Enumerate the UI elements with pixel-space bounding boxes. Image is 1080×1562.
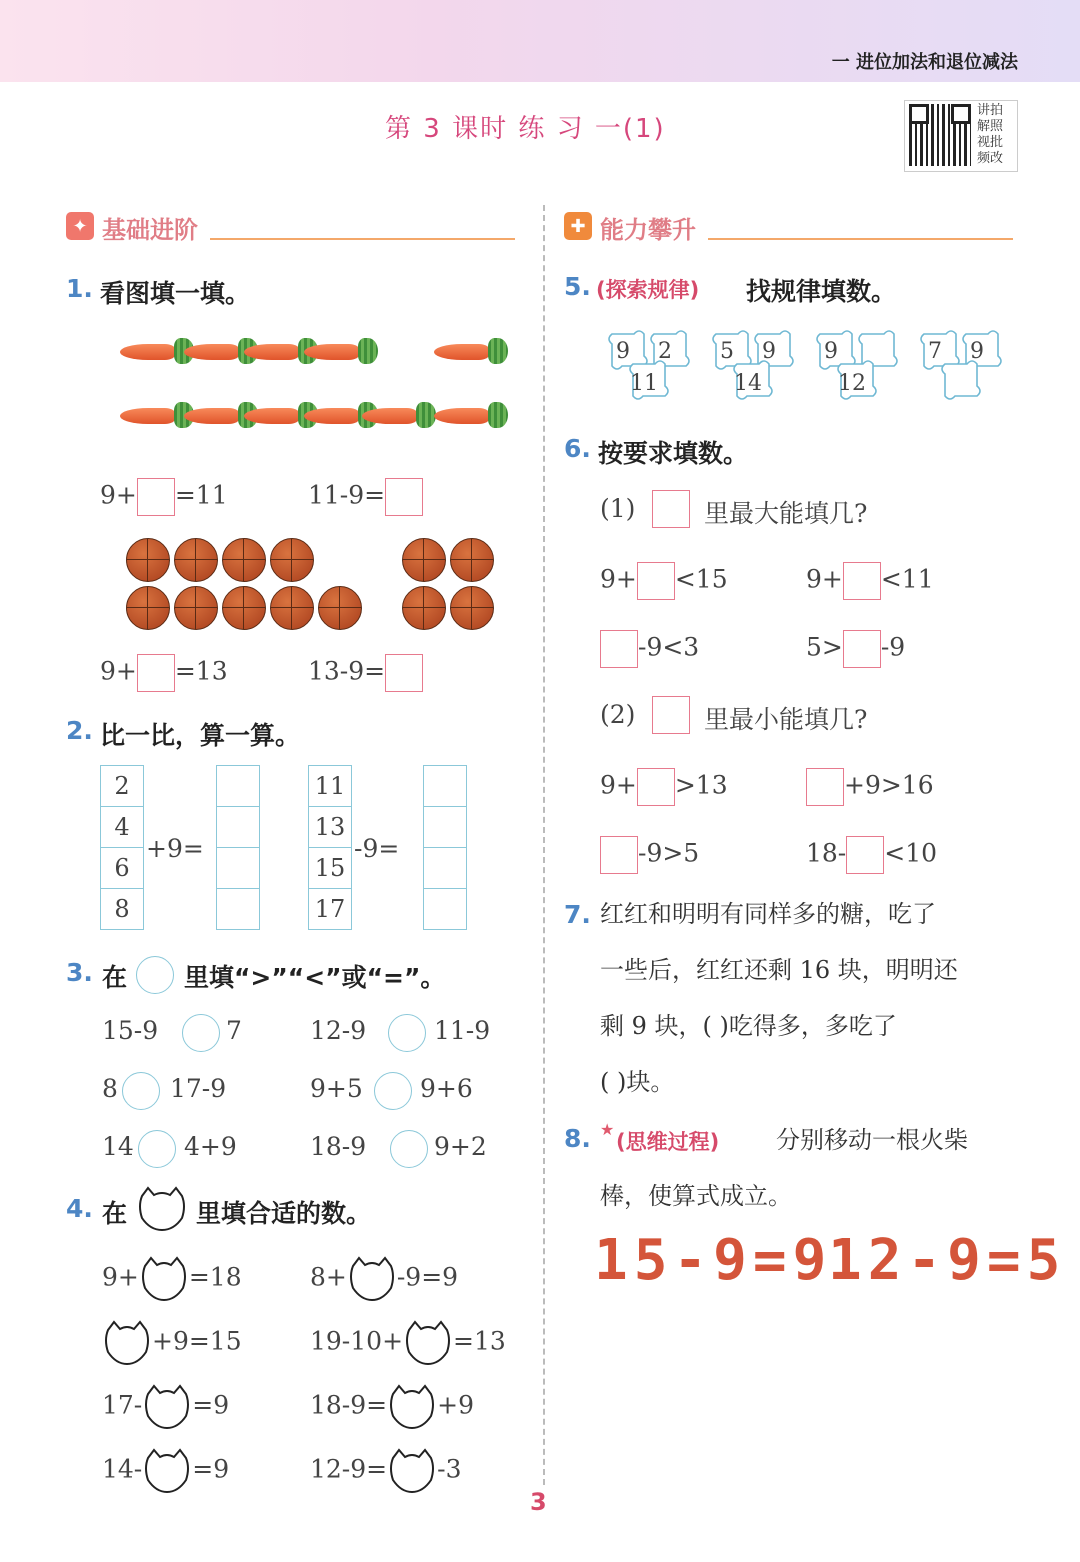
q3-item-right: 11-9 [434,1016,491,1045]
q3-item-right: 4+9 [184,1132,237,1161]
q6-item: -9>5 [600,836,699,874]
q4-item: 14- =9 [102,1448,229,1494]
compare-circle[interactable] [138,1130,176,1168]
carrot-icon [304,408,360,424]
carrot-icon [434,408,490,424]
puzzle-group [910,326,1002,408]
runner-icon: ✦ [66,212,94,240]
q1-eq2a: 9+ =13 [100,654,228,692]
matchstick-equation-1: 15-9=9 [594,1228,833,1293]
carrot-icon [184,344,240,360]
answer-box[interactable] [385,478,423,516]
q4-item: 17- =9 [102,1384,229,1430]
q4-item: 9+ =18 [102,1256,242,1302]
puzzle-value: 9 [970,339,984,364]
q4-item: 12-9= -3 [310,1448,461,1494]
answer-box[interactable] [637,562,675,600]
puzzle-group [598,326,690,408]
q2-right-answers [423,765,467,930]
q1-eq2b: 13-9= [308,654,423,692]
q3-item: 14 [102,1132,134,1161]
q4-item: 19-10+ =13 [310,1320,506,1366]
q6-item: +9>16 [806,768,934,806]
q8-text-a: 分别移动一根火柴 [776,1126,968,1154]
q4-item: +9=15 [102,1320,242,1366]
value-cell: 11 [309,766,351,807]
answer-box[interactable] [843,562,881,600]
q5-tag: (探索规律) [596,278,700,302]
basketball-icon [450,586,494,630]
carrot-icon [304,344,360,360]
basketball-icon [402,538,446,582]
answer-box[interactable] [385,654,423,692]
q7-line: 一些后，红红还剩 16 块，明明还 [600,956,958,984]
q4-text-a: 在 [102,1199,128,1228]
cat-shape-icon [136,1186,188,1232]
q3-item: 12-9 [310,1016,367,1045]
compare-circle[interactable] [374,1072,412,1110]
carrot-icon [434,344,490,360]
q5-number: 5. [564,272,591,301]
answer-box[interactable] [600,836,638,874]
answer-cell[interactable] [424,889,466,929]
page-number: 3 [530,1488,547,1516]
q4-text-b: 里填合适的数。 [196,1199,372,1228]
carrot-icon [120,408,176,424]
q6-text: 按要求填数。 [598,439,749,468]
carrot-icon [362,408,418,424]
compare-circle[interactable] [390,1130,428,1168]
answer-cell[interactable] [424,807,466,848]
puzzle-value: 2 [658,339,672,364]
value-cell: 4 [101,807,143,848]
q6-item: 18- <10 [806,836,937,874]
answer-box[interactable] [637,768,675,806]
qr-code-icon [909,104,971,166]
basketball-icon [126,586,170,630]
basketball-icon [450,538,494,582]
cat-answer-shape[interactable] [387,1384,437,1430]
answer-box[interactable] [846,836,884,874]
q6-item: 9+ <11 [806,562,934,600]
carrot-icon [120,344,176,360]
puzzle-group [806,326,898,408]
q2-left-column [100,765,144,930]
answer-box[interactable] [806,768,844,806]
answer-box[interactable] [600,630,638,668]
puzzle-group [702,326,794,408]
basketball-icon [402,586,446,630]
matchstick-equation-2: 12-9=5 [828,1228,1067,1293]
answer-cell[interactable] [217,807,259,848]
q3-text-b: 里填“>”“<”或“=”。 [184,963,446,992]
value-cell: 2 [101,766,143,807]
q3-text-a: 在 [102,963,128,992]
q4-item: 18-9= +9 [310,1384,474,1430]
value-cell: 13 [309,807,351,848]
q3-number: 3. [66,958,93,987]
q6-part2-label: (2) [600,700,636,729]
cat-answer-shape[interactable] [139,1256,189,1302]
q2-left-op: +9= [146,834,204,863]
section-underline [210,238,515,240]
q3-item-right: 7 [226,1016,242,1045]
section-underline [708,238,1013,240]
q4-number: 4. [66,1194,93,1223]
answer-cell[interactable] [217,889,259,929]
q8-tag: (思维过程) [616,1130,720,1154]
q3-item: 8 [102,1074,118,1103]
carrot-icon [184,408,240,424]
q2-right-op: -9= [354,834,400,863]
q6-item: -9<3 [600,630,699,668]
cat-answer-shape[interactable] [142,1448,192,1494]
q6-part1-label: (1) [600,494,636,523]
q2-number: 2. [66,716,93,745]
carrot-icon [244,408,300,424]
puzzle-value: 9 [824,339,838,364]
basketball-icon [318,586,362,630]
answer-cell[interactable] [217,766,259,807]
carrot-icon [244,344,300,360]
cat-answer-shape[interactable] [102,1320,152,1366]
section-title-basic: 基础进阶 [102,216,198,244]
puzzle-piece [942,361,980,399]
answer-cell[interactable] [217,848,259,889]
q8-text-b: 棒，使算式成立。 [600,1182,792,1210]
q6-part2-text: 里最小能填几? [704,705,868,734]
q2-left-answers [216,765,260,930]
q7-line: 红红和明明有同样多的糖，吃了 [600,900,936,928]
q5-text: 找规律填数。 [746,277,897,306]
q3-item-right: 17-9 [170,1074,227,1103]
puzzle-value: 9 [616,339,630,364]
q6-item: 9+ <15 [600,562,728,600]
q1-eq1b: 11-9= [308,478,423,516]
q2-right-column [308,765,352,930]
column-divider [543,205,545,1485]
compare-circle[interactable] [122,1072,160,1110]
q7-line: ( )块。 [600,1068,675,1096]
basketball-icon [222,586,266,630]
answer-box[interactable] [137,478,175,516]
q3-item-right: 9+6 [420,1074,473,1103]
basketball-icon [270,538,314,582]
box-symbol [652,490,690,528]
puzzle-value: 9 [762,339,776,364]
value-cell: 17 [314,895,346,923]
basketball-icon [270,586,314,630]
cat-answer-shape[interactable] [403,1320,453,1366]
q7-number: 7. [564,900,591,929]
answer-box[interactable] [843,630,881,668]
q3-item-right: 9+2 [434,1132,487,1161]
answer-cell[interactable] [424,766,466,807]
q7-text [600,886,958,1110]
section-title-advanced: 能力攀升 [600,216,696,244]
cat-answer-shape[interactable] [142,1384,192,1430]
qr-code[interactable] [904,100,1018,172]
lesson-title: 第 3 课时 练 习 一(1) [385,114,666,144]
q1-text: 看图填一填。 [100,279,251,308]
q6-item: 9+ >13 [600,768,728,806]
q4-item: 8+ -9=9 [310,1256,458,1302]
puzzle-value: 5 [720,339,734,364]
q8-number: 8. [564,1124,591,1153]
q7-line: 剩 9 块，( )吃得多，多吃了 [600,1012,897,1040]
cat-answer-shape[interactable] [347,1256,397,1302]
puzzle-value: 7 [928,339,942,364]
basketball-icon [222,538,266,582]
circle-symbol [136,956,174,994]
q3-item: 18-9 [310,1132,367,1161]
star-icon: ★ [600,1120,615,1139]
value-cell: 8 [114,895,130,923]
q2-text: 比一比，算一算。 [100,721,301,750]
qr-caption: 讲拍 解照 视批 频改 [977,103,1004,166]
climber-icon: ✚ [564,212,592,240]
value-cell: 6 [101,848,143,889]
box-symbol [652,696,690,734]
q6-part1-text: 里最大能填几? [704,499,868,528]
chapter-title: 一 进位加法和退位减法 [831,52,1018,73]
q1-eq1a: 9+ =11 [100,478,228,516]
basketball-icon [174,586,218,630]
q6-number: 6. [564,434,591,463]
q6-item: 5> -9 [806,630,905,668]
basketball-icon [174,538,218,582]
basketball-icon [126,538,170,582]
puzzle-value: 14 [734,371,762,396]
q3-item: 9+5 [310,1074,363,1103]
compare-circle[interactable] [388,1014,426,1052]
answer-box[interactable] [137,654,175,692]
puzzle-value: 12 [838,371,866,396]
value-cell: 15 [309,848,351,889]
puzzle-value: 11 [630,371,658,396]
compare-circle[interactable] [182,1014,220,1052]
q1-number: 1. [66,274,93,303]
answer-cell[interactable] [424,848,466,889]
q3-item: 15-9 [102,1016,159,1045]
cat-answer-shape[interactable] [387,1448,437,1494]
